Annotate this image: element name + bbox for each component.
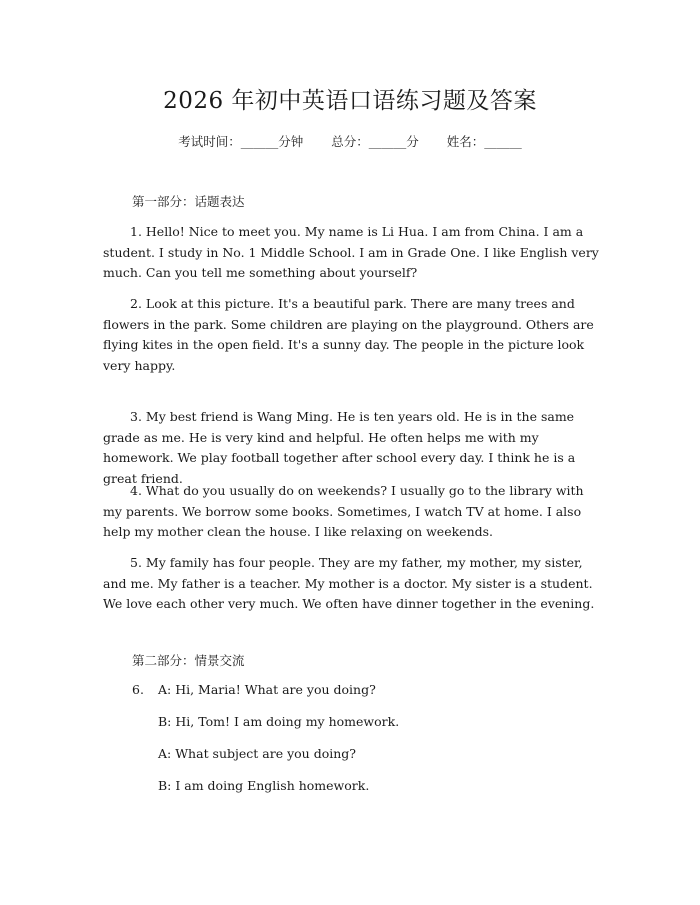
- question-3: 3. My best friend is Wang Ming. He is ten years old. He is in the same grade as me. He is very kind and helpful. He often helps me with my homework. We play football together after school every day. I think he is a great friend.: [103, 409, 576, 486]
- dialogue-line-1: A: Hi, Maria! What are you doing?: [158, 682, 376, 697]
- question-5: 5. My family has four people. They are my father, my mother, my sister, and me. My father is a teacher. My mother is a doctor. My sister is a student. We love each other very much. We often have dinner together in the evening.: [103, 555, 595, 612]
- dialogue-line-3: A: What subject are you doing?: [158, 746, 356, 761]
- total-score-field: 总分：______分: [331, 134, 419, 149]
- exam-time-field: 考试时间：______分钟: [178, 134, 304, 149]
- student-name-field: 姓名：______: [446, 134, 522, 149]
- exam-info-line: [0, 132, 700, 150]
- page-title: 2026 年初中英语口语练习题及答案: [163, 88, 537, 114]
- dialogue-line-4: B: I am doing English homework.: [158, 778, 370, 793]
- question-2: 2. Look at this picture. It's a beautiful park. There are many trees and flowers in the park. Some children are playing on the playground. Others are flying kites in the open field. It's a sunny day. The people in the picture look very happy.: [103, 296, 594, 373]
- dialogue-line-2: B: Hi, Tom! I am doing my homework.: [158, 714, 400, 729]
- part2-heading: 第二部分：情景交流: [132, 653, 245, 668]
- question-1: 1. Hello! Nice to meet you. My name is Li Hua. I am from China. I am a student. I study in No. 1 Middle School. I am in Grade One. I like English very much. Can you tell me something about yourself?: [103, 224, 599, 281]
- part1-heading: 第一部分：话题表达: [132, 194, 245, 209]
- question-6-number: 6.: [132, 682, 144, 697]
- question-4: 4. What do you usually do on weekends? I usually go to the library with my parents. We borrow some books. Sometimes, I watch TV at home. I also help my mother clean the house. I like relaxing on weekends.: [103, 483, 584, 540]
